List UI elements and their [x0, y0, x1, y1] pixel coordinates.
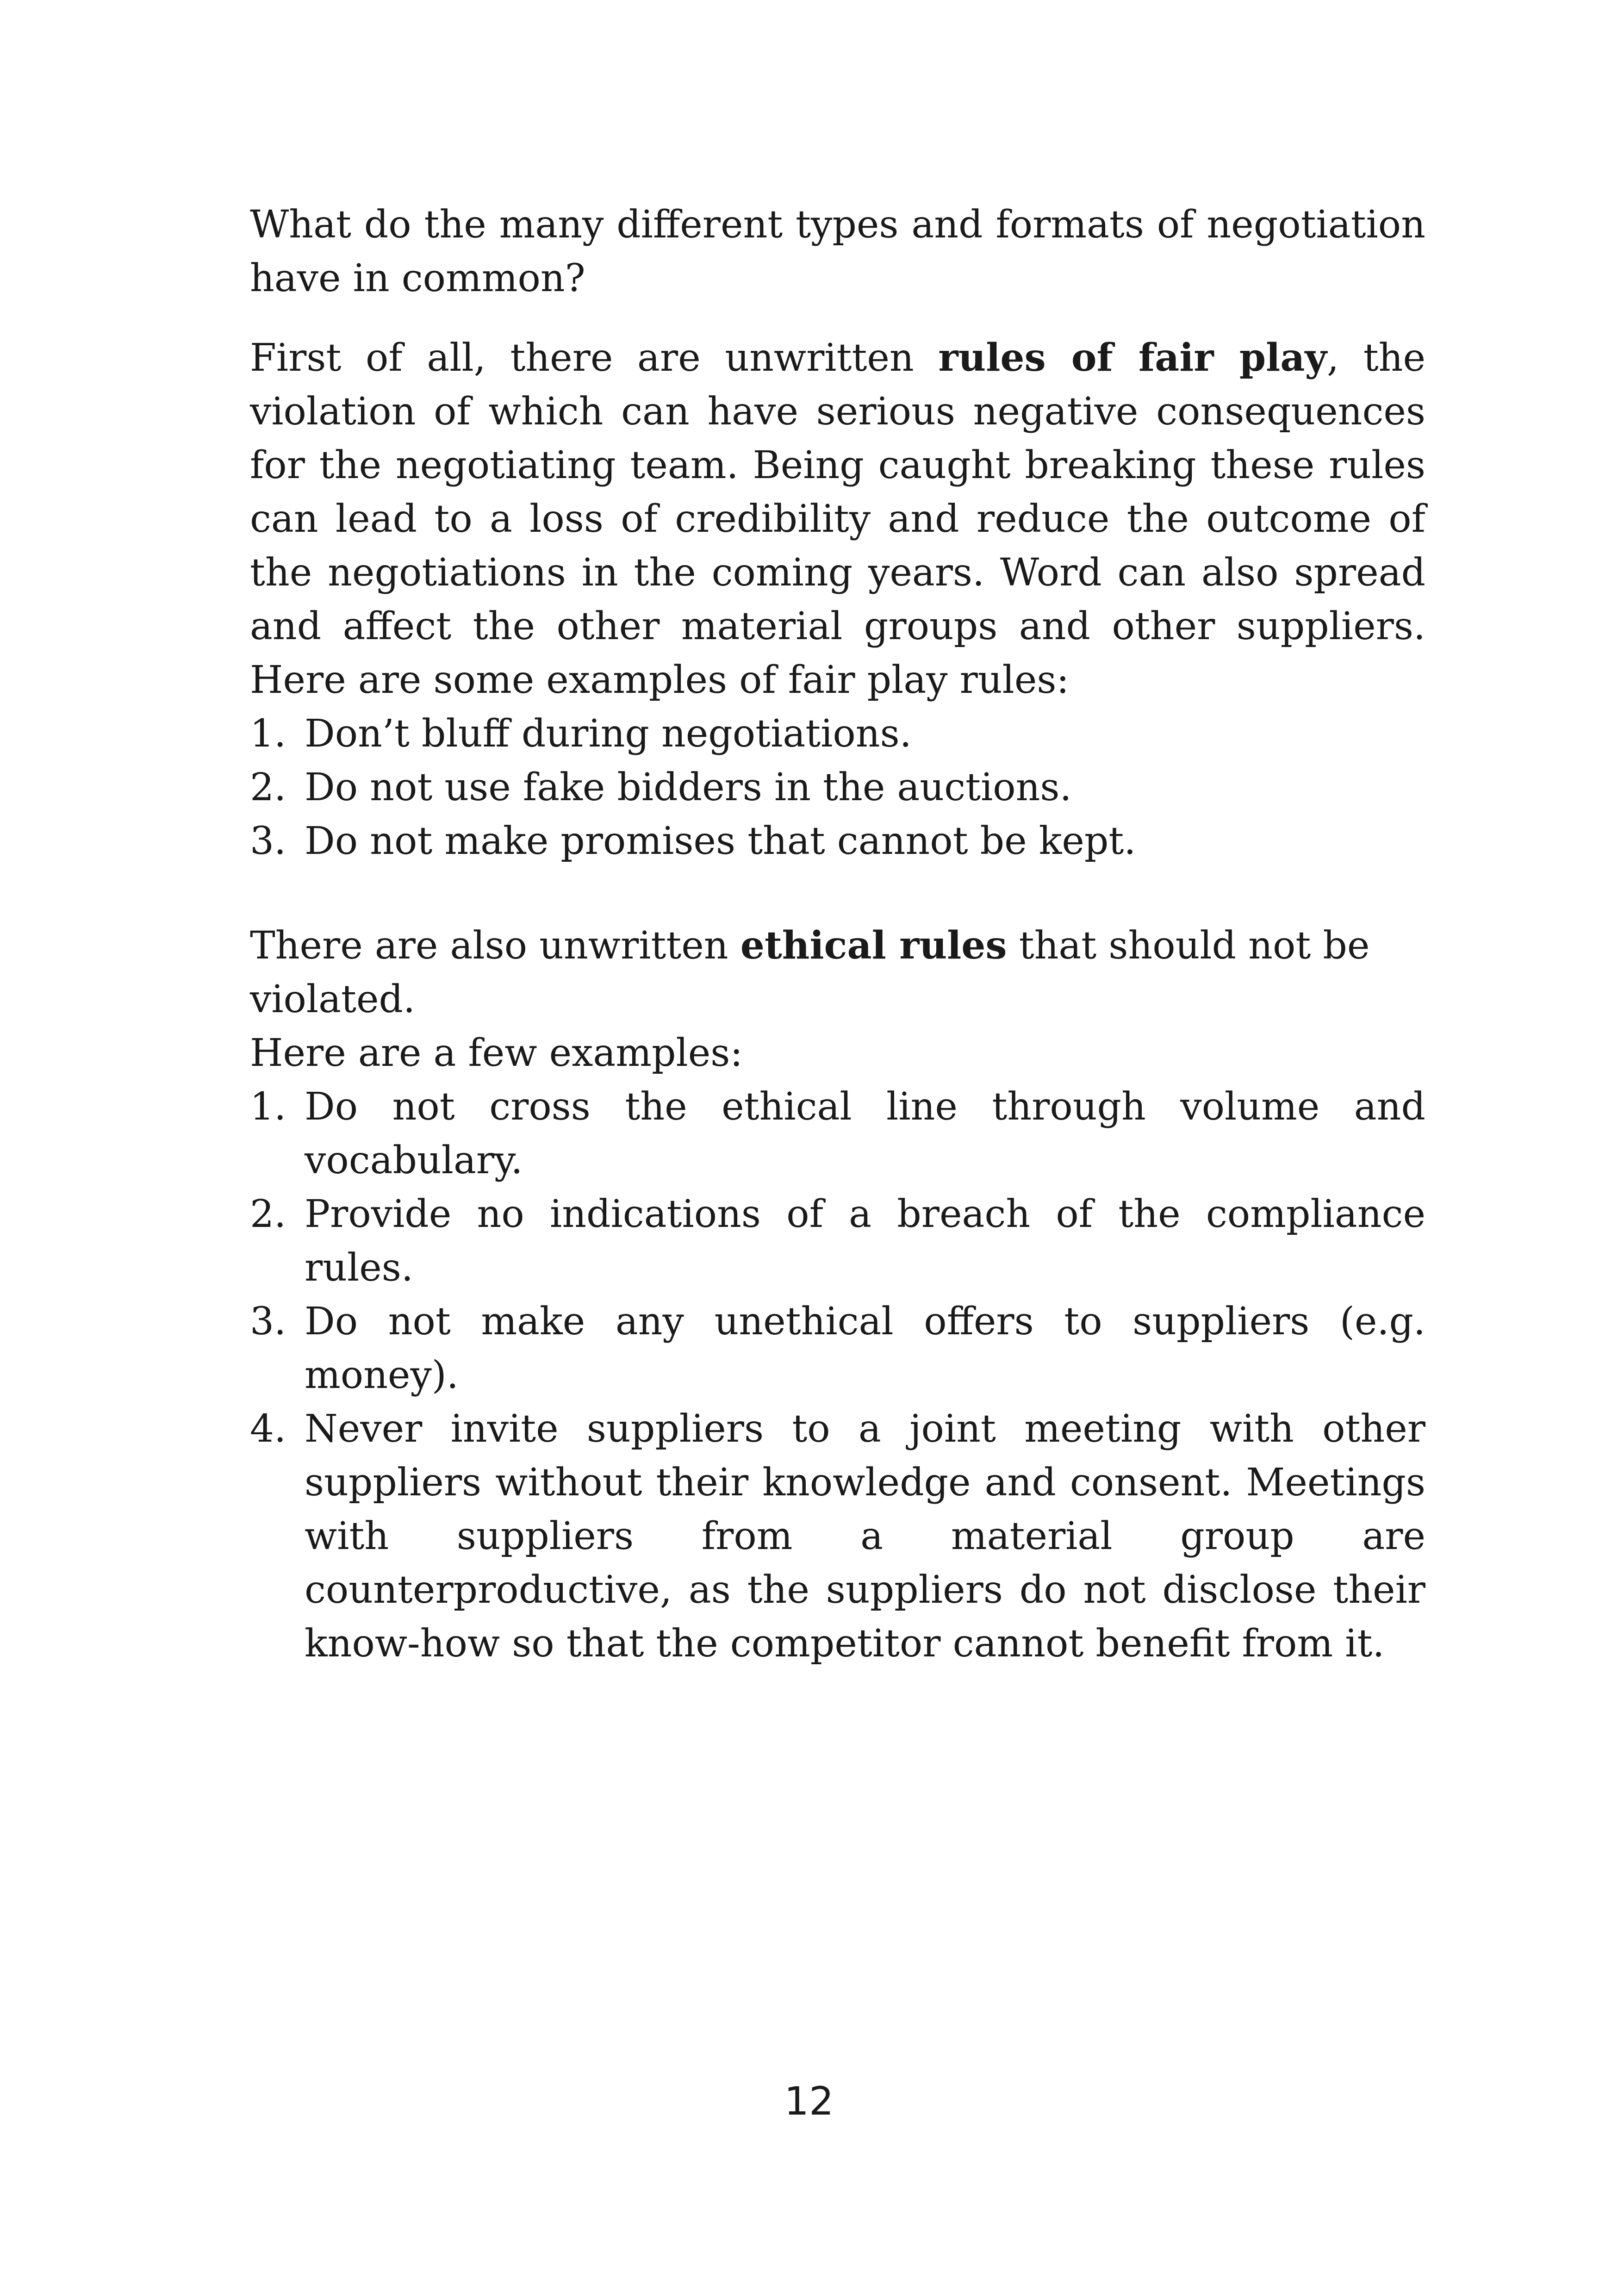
ethical-intro-after: that should not be violated.	[250, 924, 1370, 1021]
list-item-text: Do not make any unethical offers to suppliers (e.g. money).	[305, 1300, 1425, 1397]
ethical-intro-line-1	[250, 919, 1425, 1027]
list-item	[250, 1402, 1425, 1671]
list-item-number: 3.	[250, 819, 286, 863]
list-item-text: Do not cross the ethical line through volume and vocabulary.	[305, 1085, 1425, 1182]
list-item-text: Don’t bluff during negotiations.	[305, 712, 912, 756]
lead-question-paragraph	[250, 198, 1425, 305]
list-item	[250, 1080, 1425, 1188]
list-item	[250, 1295, 1425, 1402]
list-item	[250, 761, 1425, 815]
list-item-number: 3.	[250, 1300, 286, 1344]
ethical-intro-before: There are also unwritten	[250, 924, 741, 968]
list-item-text: Never invite suppliers to a joint meeting with other suppliers without their knowledge and consent. Meetings with suppliers from a material group are counterproductive, as the suppliers do not disclose their know-how so that the competitor cannot benefit from it.	[305, 1407, 1425, 1666]
list-item-number: 2.	[250, 765, 286, 809]
list-item-number: 4.	[250, 1407, 286, 1451]
list-item-number: 2.	[250, 1192, 286, 1236]
ethical-intro-paragraph	[250, 919, 1425, 1080]
fair-play-intro-paragraph	[250, 331, 1425, 707]
list-item	[250, 707, 1425, 761]
list-item-text: Provide no indications of a breach of the compliance rules.	[305, 1192, 1425, 1290]
list-item-text: Do not use fake bidders in the auctions.	[305, 765, 1072, 809]
fair-play-intro-text	[250, 331, 1425, 707]
ethical-intro-text	[250, 919, 1425, 1080]
fair-play-term: rules of fair play	[938, 336, 1327, 380]
ethical-intro-line-2: Here are a few examples:	[250, 1031, 743, 1075]
list-item-number: 1.	[250, 712, 286, 756]
list-item	[250, 815, 1425, 868]
list-item-text: Do not make promises that cannot be kept.	[305, 819, 1136, 863]
fair-play-rules-list	[250, 707, 1425, 868]
list-item	[250, 1188, 1425, 1295]
fair-play-intro-before: First of all, there are unwritten	[250, 336, 939, 380]
lead-question-text: What do the many different types and formats of negotiation have in common?	[250, 203, 1425, 300]
ethical-rules-list	[250, 1080, 1425, 1671]
ethical-term: ethical rules	[740, 923, 1007, 968]
page-number: 12	[784, 2078, 834, 2124]
list-item-number: 1.	[250, 1085, 286, 1129]
fair-play-intro-after: , the violation of which can have serious negative consequences for the negotiating team. Being caught breaking these rules can lead to a loss of credibility and reduce the outcome of the negotiations in the coming years. Word can also spread and affect the other material groups and other suppliers. Here are some examples of fair play rules:	[250, 336, 1426, 702]
